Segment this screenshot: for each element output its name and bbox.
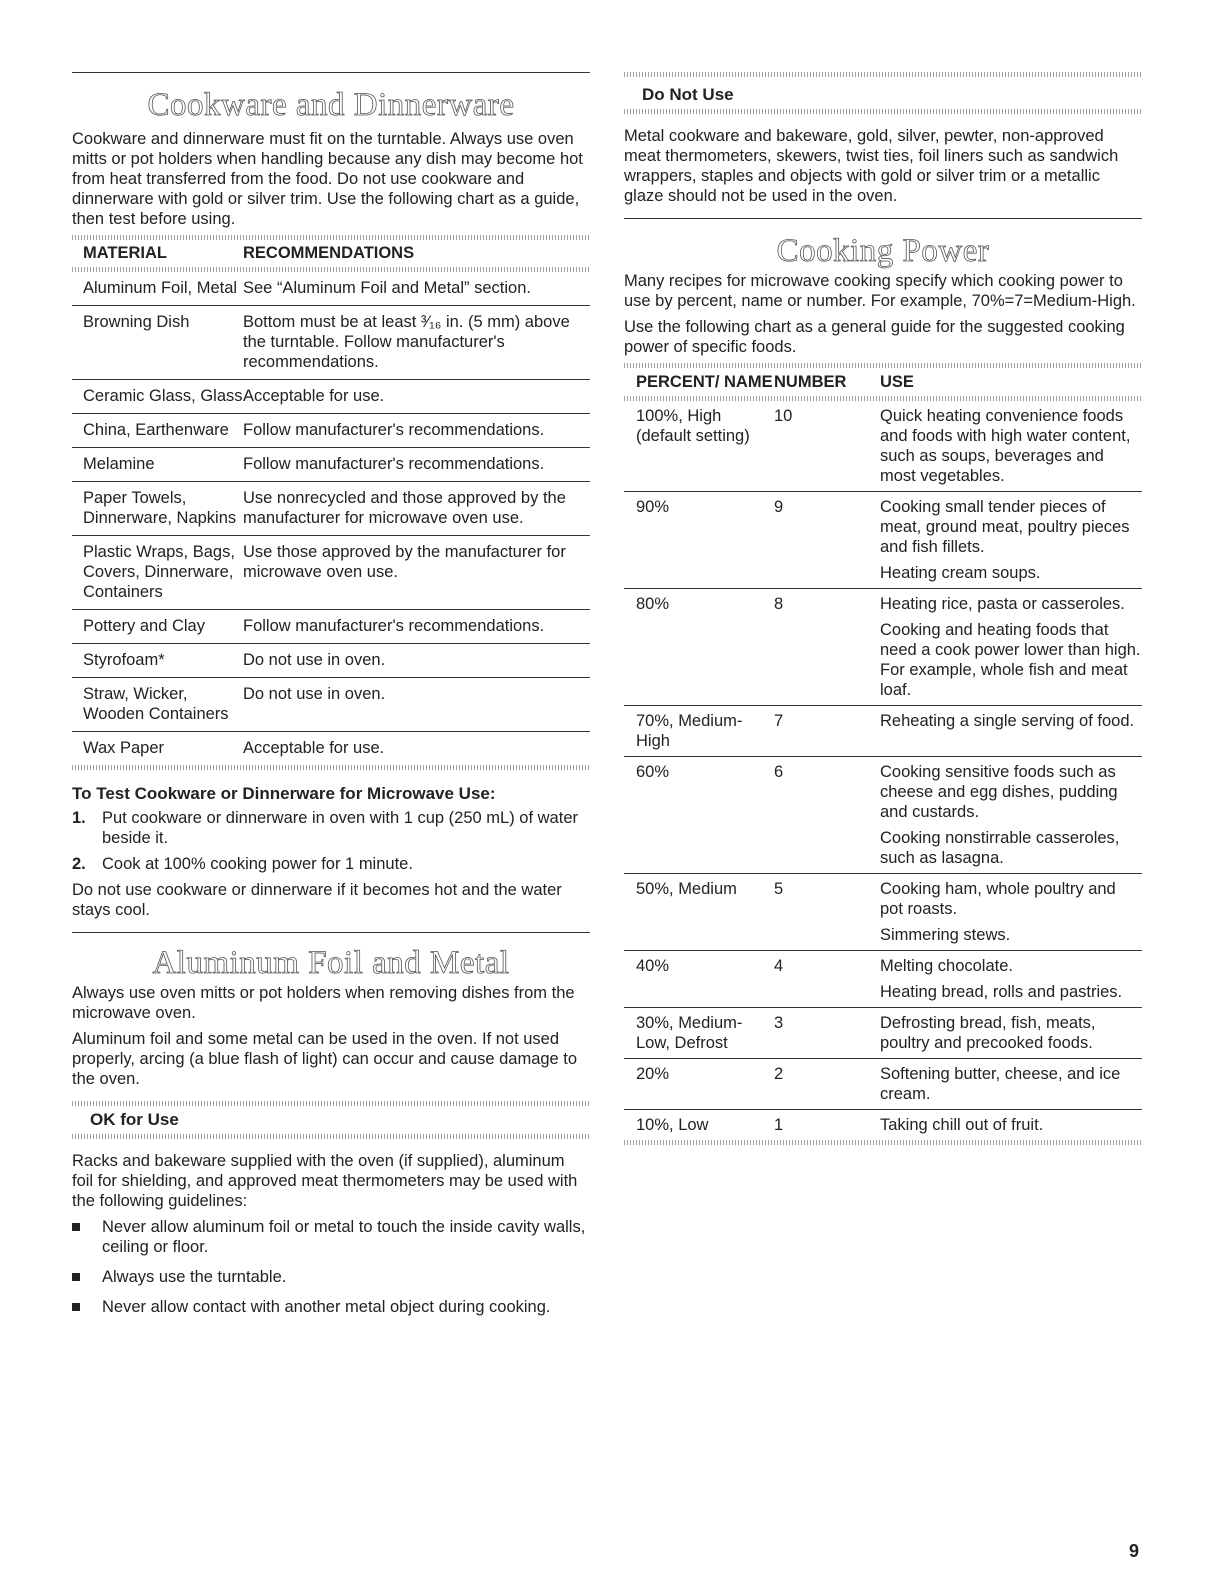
power-title: Cooking Power	[776, 233, 990, 269]
number-cell: 3	[774, 1008, 880, 1059]
table-row	[624, 757, 1142, 874]
table-top-rule	[72, 235, 590, 240]
table-bottom-rule	[72, 765, 590, 770]
use-text: Cooking small tender pieces of meat, ground meat, poultry pieces and fish fillets.	[880, 498, 1130, 556]
number-cell: 5	[774, 874, 880, 951]
step-text: Put cookware or dinnerware in oven with 1 cup (250 mL) of water beside it.	[102, 809, 578, 847]
number-cell: 7	[774, 706, 880, 757]
material-cell: Styrofoam*	[72, 644, 243, 678]
table-row	[72, 272, 590, 306]
power-p2: Use the following chart as a general guide for the suggested cooking power of specific foods.	[624, 318, 1125, 356]
header-number: NUMBER	[774, 373, 847, 391]
material-cell: Ceramic Glass, Glass	[72, 380, 243, 414]
percent-cell: 20%	[624, 1059, 774, 1110]
recommendation-cell: Follow manufacturer's recommendations.	[243, 414, 590, 448]
number-cell: 8	[774, 589, 880, 706]
use-text: Cooking and heating foods that need a cook power lower than high. For example, whole fish and meat loaf.	[880, 621, 1141, 699]
cookware-title: Cookware and Dinnerware	[147, 87, 515, 123]
recommendation-cell: Use nonrecycled and those approved by the manufacturer for microwave oven use.	[243, 482, 590, 536]
use-text: Defrosting bread, fish, meats, poultry and precooked foods.	[880, 1014, 1096, 1052]
table-row	[72, 306, 590, 380]
table-row	[624, 874, 1142, 951]
table-row	[624, 401, 1142, 492]
number-cell: 4	[774, 951, 880, 1008]
cookware-table-header	[72, 240, 590, 267]
use-text: Reheating a single serving of food.	[880, 712, 1135, 730]
aluminum-p1: Always use oven mitts or pot holders when removing dishes from the microwave oven.	[72, 984, 575, 1022]
ok-top-rule	[72, 1101, 590, 1106]
header-material: MATERIAL	[83, 244, 168, 262]
donot-text: Metal cookware and bakeware, gold, silver, pewter, non-approved meat thermometers, skewers, twist ties, foil liners such as sandwich wrappers, staples and objects with gold or silver trim or a metallic glaze should not be used in the oven.	[624, 127, 1119, 205]
number-cell: 10	[774, 401, 880, 492]
test-note: Do not use cookware or dinnerware if it becomes hot and the water stays cool.	[72, 881, 562, 919]
use-cell	[880, 706, 1142, 757]
power-p1: Many recipes for microwave cooking specify which cooking power to use by percent, name or number. For example, 70%=7=Medium-High.	[624, 272, 1136, 310]
use-cell	[880, 1110, 1142, 1141]
ok-bullets	[72, 1217, 590, 1317]
material-cell: Plastic Wraps, Bags, Covers, Dinnerware, Containers	[72, 536, 243, 610]
table-row	[624, 706, 1142, 757]
header-percent: PERCENT/ NAME	[636, 373, 773, 391]
power-table-bottom-rule	[624, 1140, 1142, 1145]
use-text: Softening butter, cheese, and ice cream.	[880, 1065, 1121, 1103]
step-number: 2.	[72, 855, 86, 873]
number-cell: 6	[774, 757, 880, 874]
material-cell: Paper Towels, Dinnerware, Napkins	[72, 482, 243, 536]
table-row	[624, 951, 1142, 1008]
header-use: USE	[880, 373, 914, 391]
donot-heading: Do Not Use	[642, 85, 734, 104]
material-cell: Browning Dish	[72, 306, 243, 380]
use-cell	[880, 401, 1142, 492]
bullet-text: Always use the turntable.	[102, 1268, 287, 1286]
use-cell	[880, 1059, 1142, 1110]
list-item	[72, 1217, 590, 1257]
cookware-rows	[72, 272, 590, 765]
aluminum-p2: Aluminum foil and some metal can be used in the oven. If not used properly, arcing (a blue flash of light) can occur and cause damage to the oven.	[72, 1030, 578, 1088]
table-row	[72, 482, 590, 536]
aluminum-title: Aluminum Foil and Metal	[152, 945, 510, 981]
list-item	[72, 1267, 590, 1287]
bullet-square-icon	[72, 1223, 80, 1231]
recommendation-cell: Acceptable for use.	[243, 380, 590, 414]
recommendation-cell: Bottom must be at least ³⁄₁₆ in. (5 mm) above the turntable. Follow manufacturer's recommendations.	[243, 306, 590, 380]
recommendation-cell: Acceptable for use.	[243, 739, 385, 757]
percent-cell: 70%, Medium-High	[624, 706, 774, 757]
recommendation-cell: See “Aluminum Foil and Metal” section.	[243, 272, 590, 306]
page-number: 9	[1129, 1541, 1140, 1561]
table-row	[72, 380, 590, 414]
use-text: Cooking nonstirrable casseroles, such as lasagna.	[880, 829, 1120, 867]
recommendation-cell: Do not use in oven.	[243, 644, 590, 678]
table-header-rule	[72, 267, 590, 272]
use-cell	[880, 492, 1142, 589]
number-cell: 1	[774, 1116, 784, 1134]
test-heading: To Test Cookware or Dinnerware for Microwave Use:	[72, 784, 496, 803]
table-row	[72, 678, 590, 732]
material-cell: Straw, Wicker, Wooden Containers	[72, 678, 243, 732]
recommendation-cell: Follow manufacturer's recommendations.	[243, 448, 590, 482]
ok-text: Racks and bakeware supplied with the oven (if supplied), aluminum foil for shielding, and approved meat thermometers may be used with the following guidelines:	[72, 1152, 578, 1210]
number-cell: 2	[774, 1059, 880, 1110]
list-item	[72, 808, 590, 848]
table-row	[624, 1110, 1142, 1141]
bullet-square-icon	[72, 1273, 80, 1281]
percent-cell: 100%, High (default setting)	[624, 401, 774, 492]
right-column	[624, 0, 1142, 1145]
recommendation-cell: Follow manufacturer's recommendations.	[243, 610, 590, 644]
section-rule	[72, 932, 590, 933]
material-cell: Melamine	[72, 448, 243, 482]
table-row	[624, 1059, 1142, 1110]
list-item	[72, 854, 590, 874]
use-text: Simmering stews.	[880, 926, 1011, 944]
ok-heading: OK for Use	[90, 1110, 179, 1129]
cookware-intro: Cookware and dinnerware must fit on the turntable. Always use oven mitts or pot holders when handling because any dish may become hot from heat transferred from the food. Do not use cookware and dinnerware with gold or silver trim. Use the following chart as a guide, then test before using.	[72, 130, 583, 228]
table-row	[72, 644, 590, 678]
percent-cell: 10%, Low	[636, 1116, 709, 1134]
test-steps	[72, 808, 590, 874]
power-table-top-rule	[624, 363, 1142, 368]
use-text: Heating cream soups.	[880, 564, 1041, 582]
power-rows	[624, 401, 1142, 1140]
percent-cell: 40%	[624, 951, 774, 1008]
use-cell	[880, 757, 1142, 874]
table-row	[72, 414, 590, 448]
section-rule	[72, 72, 590, 73]
ok-bottom-rule	[72, 1134, 590, 1139]
header-recommendations: RECOMMENDATIONS	[243, 244, 415, 262]
use-text: Cooking sensitive foods such as cheese and egg dishes, pudding and custards.	[880, 763, 1118, 821]
left-column	[72, 0, 590, 1327]
use-cell	[880, 951, 1142, 1008]
power-table-header-rule	[624, 396, 1142, 401]
percent-cell: 90%	[624, 492, 774, 589]
table-row	[624, 492, 1142, 589]
use-cell	[880, 1008, 1142, 1059]
table-row	[72, 732, 590, 766]
power-table-header	[624, 368, 1142, 396]
material-cell: Aluminum Foil, Metal	[72, 272, 243, 306]
use-text: Cooking ham, whole poultry and pot roasts.	[880, 880, 1116, 918]
percent-cell: 30%, Medium-Low, Defrost	[624, 1008, 774, 1059]
step-text: Cook at 100% cooking power for 1 minute.	[102, 855, 413, 873]
table-row	[72, 536, 590, 610]
donot-bottom-rule	[624, 109, 1142, 114]
table-row	[72, 610, 590, 644]
use-text: Quick heating convenience foods and foods with high water content, such as soups, beverages and most vegetables.	[880, 407, 1131, 485]
percent-cell: 80%	[624, 589, 774, 706]
donot-top-rule	[624, 72, 1142, 77]
table-row	[624, 589, 1142, 706]
number-cell: 9	[774, 492, 880, 589]
use-text: Heating rice, pasta or casseroles.	[880, 595, 1125, 613]
section-rule	[624, 218, 1142, 219]
material-cell: Pottery and Clay	[72, 610, 243, 644]
percent-cell: 50%, Medium	[624, 874, 774, 951]
table-row	[72, 448, 590, 482]
list-item	[72, 1297, 590, 1317]
material-cell: China, Earthenware	[72, 414, 243, 448]
use-text: Heating bread, rolls and pastries.	[880, 983, 1123, 1001]
bullet-text: Never allow contact with another metal object during cooking.	[102, 1298, 551, 1316]
use-text: Taking chill out of fruit.	[880, 1116, 1044, 1134]
use-text: Melting chocolate.	[880, 957, 1013, 975]
recommendation-cell: Use those approved by the manufacturer for microwave oven use.	[243, 536, 590, 610]
step-number: 1.	[72, 809, 86, 827]
table-row	[624, 1008, 1142, 1059]
use-cell	[880, 874, 1142, 951]
recommendation-cell: Do not use in oven.	[243, 678, 590, 732]
percent-cell: 60%	[624, 757, 774, 874]
cookware-table	[72, 240, 590, 267]
bullet-square-icon	[72, 1303, 80, 1311]
material-cell: Wax Paper	[83, 739, 165, 757]
bullet-text: Never allow aluminum foil or metal to touch the inside cavity walls, ceiling or floor.	[102, 1218, 586, 1256]
use-cell	[880, 589, 1142, 706]
